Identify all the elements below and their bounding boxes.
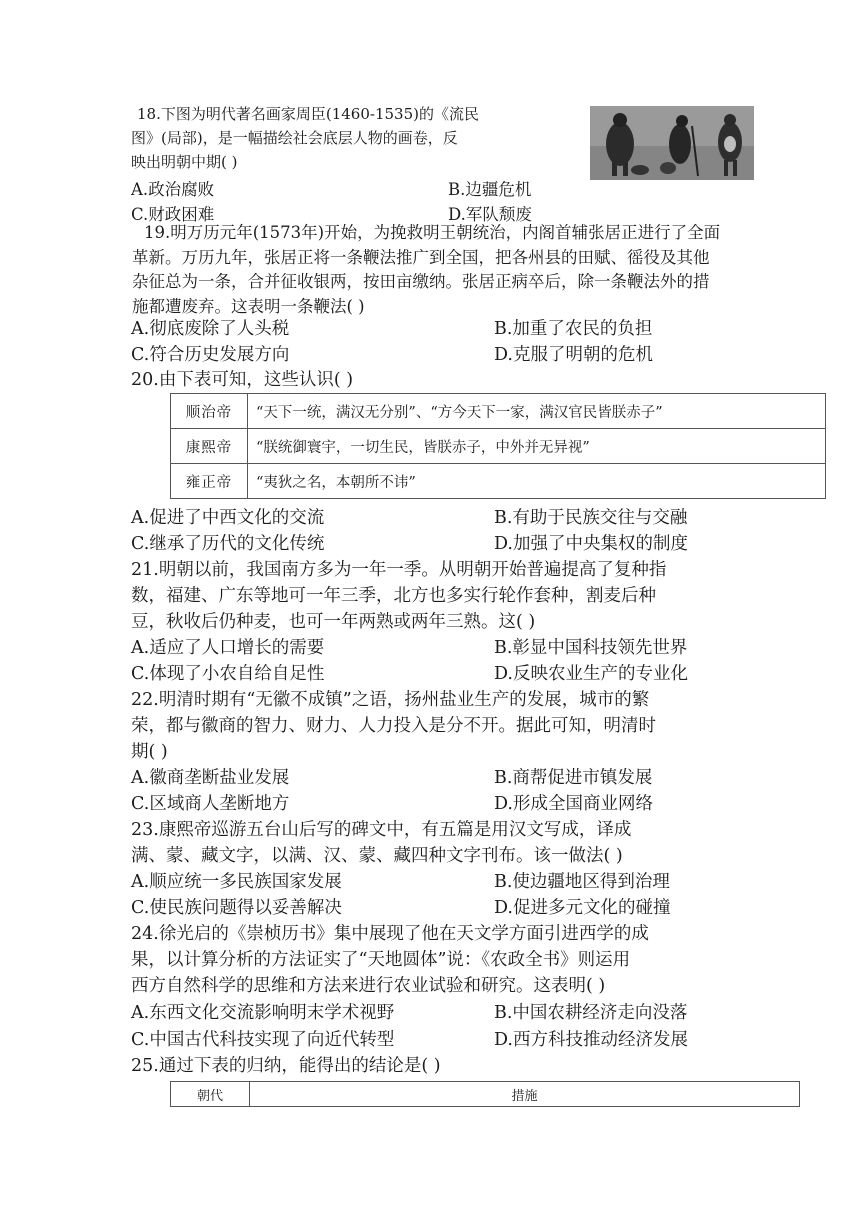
q24-stem-line3: 西方自然科学的思维和方法来进行农业试验和研究。这表明( ): [131, 976, 606, 996]
q22-option-a: A.徽商垄断盐业发展: [131, 768, 290, 788]
q20-option-b: B.有助于民族交往与交融: [494, 508, 688, 528]
q20-option-a: A.促进了中西文化的交流: [131, 508, 325, 528]
q23-option-d: D.促进多元文化的碰撞: [494, 898, 671, 918]
q24-option-d: D.西方科技推动经济发展: [494, 1030, 688, 1050]
q21-stem-line3: 豆，秋收后仍种麦，也可一年两熟或两年三熟。这( ): [131, 612, 536, 632]
table-row: [171, 464, 826, 499]
quote-cell: “夷狄之名，本朝所不讳”: [248, 464, 826, 499]
q21-option-d: D.反映农业生产的专业化: [494, 664, 688, 684]
q23-option-a: A.顺应统一多民族国家发展: [131, 872, 342, 892]
q21-option-c: C.体现了小农自给自足性: [131, 664, 325, 684]
quote-cell: “朕统御寰宇，一切生民，皆朕赤子，中外并无异视”: [248, 429, 826, 464]
refugees-painting-image: [590, 106, 754, 180]
q19-stem-line3: 杂征总为一条，合并征收银两，按田亩缴纳。张居正病卒后，除一条鞭法外的措: [132, 272, 710, 291]
q22-option-d: D.形成全国商业网络: [494, 794, 653, 814]
q21-option-a: A.适应了人口增长的需要: [131, 638, 325, 658]
q23-stem-line2: 满、蒙、藏文字，以满、汉、蒙、藏四种文字刊布。该一做法( ): [131, 846, 623, 866]
q19-stem-line2: 革新。万历九年，张居正将一条鞭法推广到全国，把各州县的田赋、徭役及其他: [132, 248, 710, 267]
q25-stem: 25.通过下表的归纳，能得出的结论是( ): [131, 1056, 441, 1076]
q18-stem-line1: 18.下图为明代著名画家周臣(1460-1535)的《流民: [137, 105, 479, 123]
q19-option-d: D.克服了明朝的危机: [494, 345, 653, 365]
q22-stem-line2: 荣，都与徽商的智力、财力、人力投入是分不开。据此可知，明清时: [131, 716, 656, 736]
q18-stem-line3: 映出明朝中期( ): [131, 153, 238, 171]
q18-stem-line2: 图》(局部)，是一幅描绘社会底层人物的画卷，反: [131, 129, 458, 147]
q21-stem-line2: 数，福建、广东等地可一年三季，北方也多实行轮作套种，割麦后种: [131, 586, 656, 606]
emperor-cell: 顺治帝: [171, 394, 248, 429]
q19-stem-line1: 19.明万历元年(1573年)开始，为挽救明王朝统治，内阁首辅张居正进行了全面: [144, 223, 721, 242]
dynasty-header: 朝代: [171, 1082, 250, 1107]
q19-option-a: A.彻底废除了人头税: [131, 319, 290, 339]
q22-option-b: B.商帮促进市镇发展: [494, 768, 653, 788]
q23-stem-line1: 23.康熙帝巡游五台山后写的碑文中，有五篇是用汉文写成，译成: [131, 820, 632, 840]
q20-option-c: C.继承了历代的文化传统: [131, 534, 325, 554]
q18-option-d: D.军队颓废: [448, 205, 532, 224]
q19-option-c: C.符合历史发展方向: [131, 345, 290, 365]
q25-table: [170, 1081, 800, 1107]
emperor-cell: 康熙帝: [171, 429, 248, 464]
table-row: [171, 394, 826, 429]
q23-option-b: B.使边疆地区得到治理: [494, 872, 670, 892]
q22-option-c: C.区域商人垄断地方: [131, 794, 290, 814]
q18-option-c: C.财政困难: [131, 205, 215, 224]
q20-table: [170, 393, 826, 499]
q21-option-b: B.彰显中国科技领先世界: [494, 638, 688, 658]
q18-option-a: A.政治腐败: [131, 180, 215, 199]
q18-option-b: B.边疆危机: [448, 180, 532, 199]
q20-option-d: D.加强了中央集权的制度: [494, 534, 688, 554]
q22-stem-line3: 期( ): [131, 742, 168, 762]
q19-option-b: B.加重了农民的负担: [494, 319, 653, 339]
q24-option-c: C.中国古代科技实现了向近代转型: [131, 1030, 395, 1050]
q24-option-a: A.东西文化交流影响明末学术视野: [131, 1003, 395, 1023]
q19-stem-line4: 施都遭废弃。这表明一条鞭法( ): [132, 297, 365, 316]
q23-option-c: C.使民族问题得以妥善解决: [131, 898, 342, 918]
table-row: [171, 429, 826, 464]
q24-stem-line1: 24.徐光启的《崇桢历书》集中展现了他在天文学方面引进西学的成: [131, 924, 649, 944]
q22-stem-line1: 22.明清时期有“无徽不成镇”之语，扬州盐业生产的发展，城市的繁: [131, 690, 650, 710]
table-header-row: [171, 1082, 800, 1107]
quote-cell: “天下一统，满汉无分别”、“方今天下一家，满汉官民皆朕赤子”: [248, 394, 826, 429]
q20-stem: 20.由下表可知，这些认识( ): [131, 370, 354, 390]
q24-option-b: B.中国农耕经济走向没落: [494, 1003, 688, 1023]
measures-header: 措施: [250, 1082, 800, 1107]
q21-stem-line1: 21.明朝以前，我国南方多为一年一季。从明朝开始普遍提高了复种指: [131, 560, 667, 580]
emperor-cell: 雍正帝: [171, 464, 248, 499]
q24-stem-line2: 果，以计算分析的方法证实了“天地圆体”说：《农政全书》则运用: [131, 950, 631, 970]
